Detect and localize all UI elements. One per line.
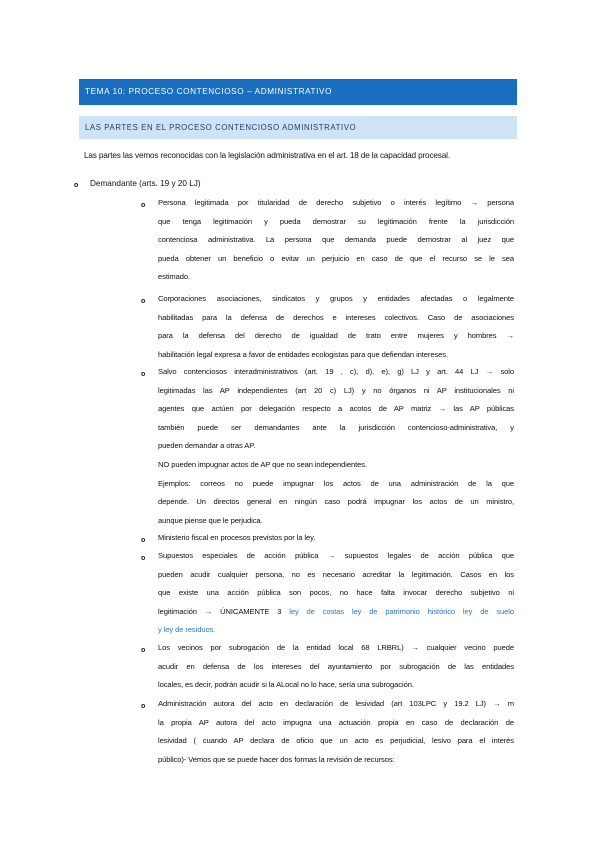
bullet-level2: o	[141, 371, 146, 378]
list-item-interadministrativos	[158, 363, 514, 530]
text-line: Ministerio fiscal en procesos previstos por la ley.	[158, 533, 316, 542]
list-item-demandante: Demandante (arts. 19 y 20 LJ)	[90, 179, 201, 188]
text-line: la propia AP autora del acto impugna una actuación propia en caso de declaración de	[158, 717, 514, 727]
text-line: acudir en defensa de los intereses del ayuntamiento por subrogación de las entidades	[158, 661, 514, 671]
text-line: pueda obtener un beneficio o evitar un perjuicio en caso de que el recurso se le sea	[158, 253, 514, 263]
bullet-level2: o	[141, 298, 146, 305]
law-reference-link[interactable]: ley de costas ley de patrimonio histórico ley de suelo	[289, 606, 514, 616]
bullet-level1: o	[74, 182, 79, 189]
section-heading: LAS PARTES EN EL PROCESO CONTENCIOSO ADMINISTRATIVO	[79, 116, 517, 139]
text-line: aunque piense que le perjudica.	[158, 515, 263, 525]
text-line: legitimadas las AP independientes (art 20 c) LJ) y no órganos ni AP institucionales ni	[158, 385, 514, 395]
text-line: agentes que actúen por delegación respecto a acotos de AP matriz → las AP públicas	[158, 404, 514, 414]
text-span: legitimación → ÚNICAMENTE 3	[158, 606, 290, 616]
text-line: para la defensa del derecho de igualdad de trato entre mujeres y hombres →	[158, 331, 514, 341]
list-item-accion-publica	[158, 547, 514, 640]
chapter-heading: TEMA 10: PROCESO CONTENCIOSO – ADMINISTRATIVO	[79, 79, 517, 105]
text-line: Corporaciones asociaciones, sindicatos y grupos y entidades afectadas o legalmente	[158, 294, 514, 303]
text-line: que existe una acción pública son pocos, no hace falta invocar derecho subjetivo ni	[158, 588, 514, 598]
text-line: Ejemplos: correos no puede impugnar los actos de una administración de la que	[158, 478, 514, 488]
bullet-level2: o	[141, 555, 146, 562]
text-line: Persona legitimada por titularidad de derecho subjetivo o interés legítimo → persona	[158, 198, 514, 207]
text-line: habilitación legal expresa a favor de entidades ecologistas para que defiendan intereses.	[158, 349, 448, 359]
bullet-level2: o	[141, 537, 146, 544]
bullet-level2: o	[141, 647, 146, 654]
text-line: lesividad ( cuando AP declara de oficio que un acto es perjudicial, lesivo para el interés	[158, 736, 514, 746]
text-line: NO pueden impugnar actos de AP que no sean independientes.	[158, 459, 367, 469]
list-item-lesividad	[158, 695, 514, 769]
text-line: Supuestos especiales de acción pública → supuestos legales de acción pública que	[158, 551, 514, 560]
intro-paragraph: Las partes las vemos reconocidas con la legislación administrativa en el art. 18 de la capacidad procesal.	[84, 151, 450, 160]
text-line: contenciosa administrativa. La persona que demanda puede demostrar al juez que	[158, 235, 514, 245]
text-line: habilitadas para la defensa de derechos e intereses colectivos. Caso de asociaciones	[158, 312, 514, 322]
list-item-ministerio-fiscal	[158, 529, 514, 548]
bullet-level2: o	[141, 703, 146, 710]
text-line: Los vecinos por subrogación de la entidad local 68 LRBRL) → cualquier vecino puede	[158, 643, 514, 652]
list-item-persona-legitimada	[158, 194, 514, 287]
bullet-level2: o	[141, 202, 146, 209]
list-item-vecinos	[158, 639, 514, 695]
text-line: que tenga legitimación y pueda demostrar su legitimación frente la jurisdicción	[158, 216, 514, 226]
text-line	[158, 603, 514, 622]
text-line: pueden acudir cualquier persona, no es necesario acreditar la legitimación. Casos en los	[158, 569, 514, 579]
text-line: depende. Un directos general en ningún caso podrá impugnar los actos de un ministro,	[158, 497, 514, 507]
text-line: pueden demandar a otras AP.	[158, 441, 256, 451]
list-item-corporaciones	[158, 290, 514, 364]
text-line: público)- Vemos que se puede hacer dos formas la revisión de recursos:	[158, 754, 395, 764]
text-line: Administración autora del acto en declaración de lesividad (art 103LPC y 19.2 LJ) → m	[158, 699, 514, 708]
text-line: locales, es decir, podrán acudir si la ALocal no lo hace, sería una subrogación.	[158, 680, 414, 690]
law-reference-link[interactable]: y ley de residuos.	[158, 625, 216, 635]
text-line: Salvo contenciosos interadministrativos (art. 19 , c), d), e), g) LJ y art. 44 LJ → solo	[158, 367, 514, 376]
text-line: también puede ser demandantes ante la jurisdicción contencioso-administrativa, y	[158, 422, 514, 432]
text-line: estimado.	[158, 272, 191, 282]
